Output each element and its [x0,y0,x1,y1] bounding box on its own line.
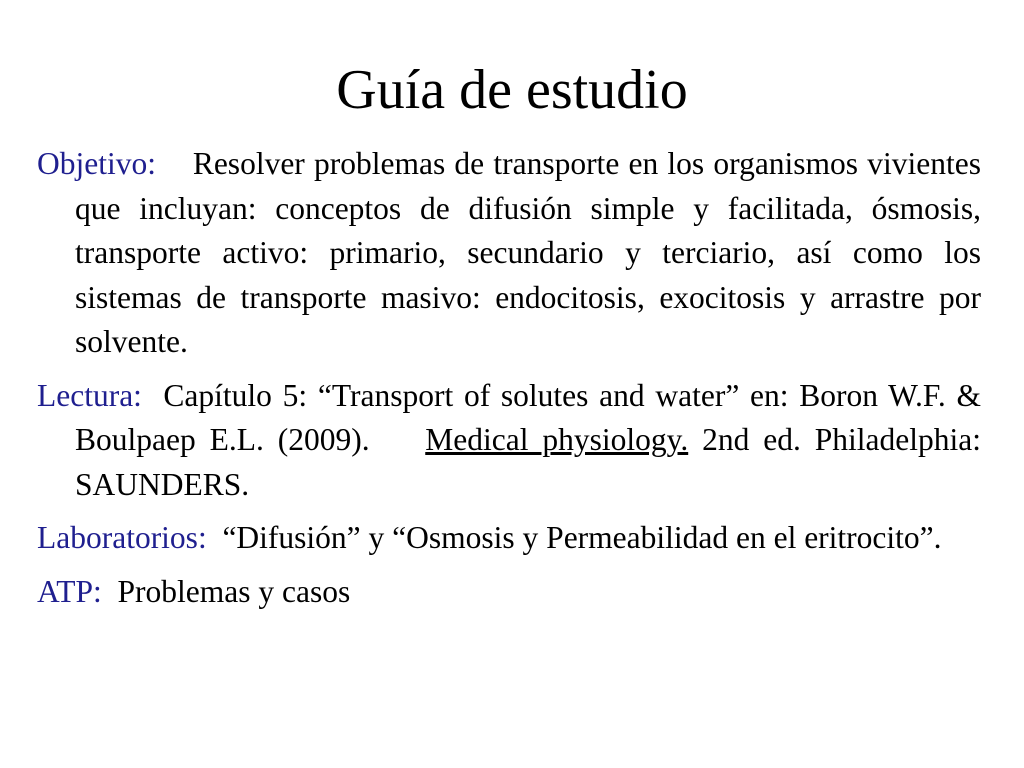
objetivo-paragraph [37,142,981,365]
laboratorios-label: Laboratorios: [37,520,207,555]
lectura-paragraph [37,374,981,508]
objetivo-text: Resolver problemas de transporte en los organismos vivientes que incluyan: conceptos de difusión simple y facilitada, ósmosis, transporte activo: primario, secundario y terciario, así como los sistemas de transporte masivo: endocitosis, exocitosis y arrastre por solvente. [75,146,981,359]
slide-title: Guía de estudio [336,59,688,121]
slide-body [37,142,981,623]
objetivo-label: Objetivo: [37,146,156,181]
lectura-book-title: Medical physiology. [425,422,689,457]
lectura-label: Lectura: [37,377,142,413]
lectura-text-after: 2nd ed. Philadelphia: SAUNDERS. [75,422,981,502]
laboratorios-paragraph [37,516,981,561]
laboratorios-text: “Difusión” y “Osmosis y Permeabilidad en el eritrocito”. [222,520,942,555]
atp-label: ATP: [37,573,102,609]
atp-paragraph [37,570,981,615]
lectura-text-before: Capítulo 5: “Transport of solutes and water” en: Boron W.F. & Boulpaep E.L. (2009). [75,377,981,457]
atp-text: Problemas y casos [117,573,351,609]
